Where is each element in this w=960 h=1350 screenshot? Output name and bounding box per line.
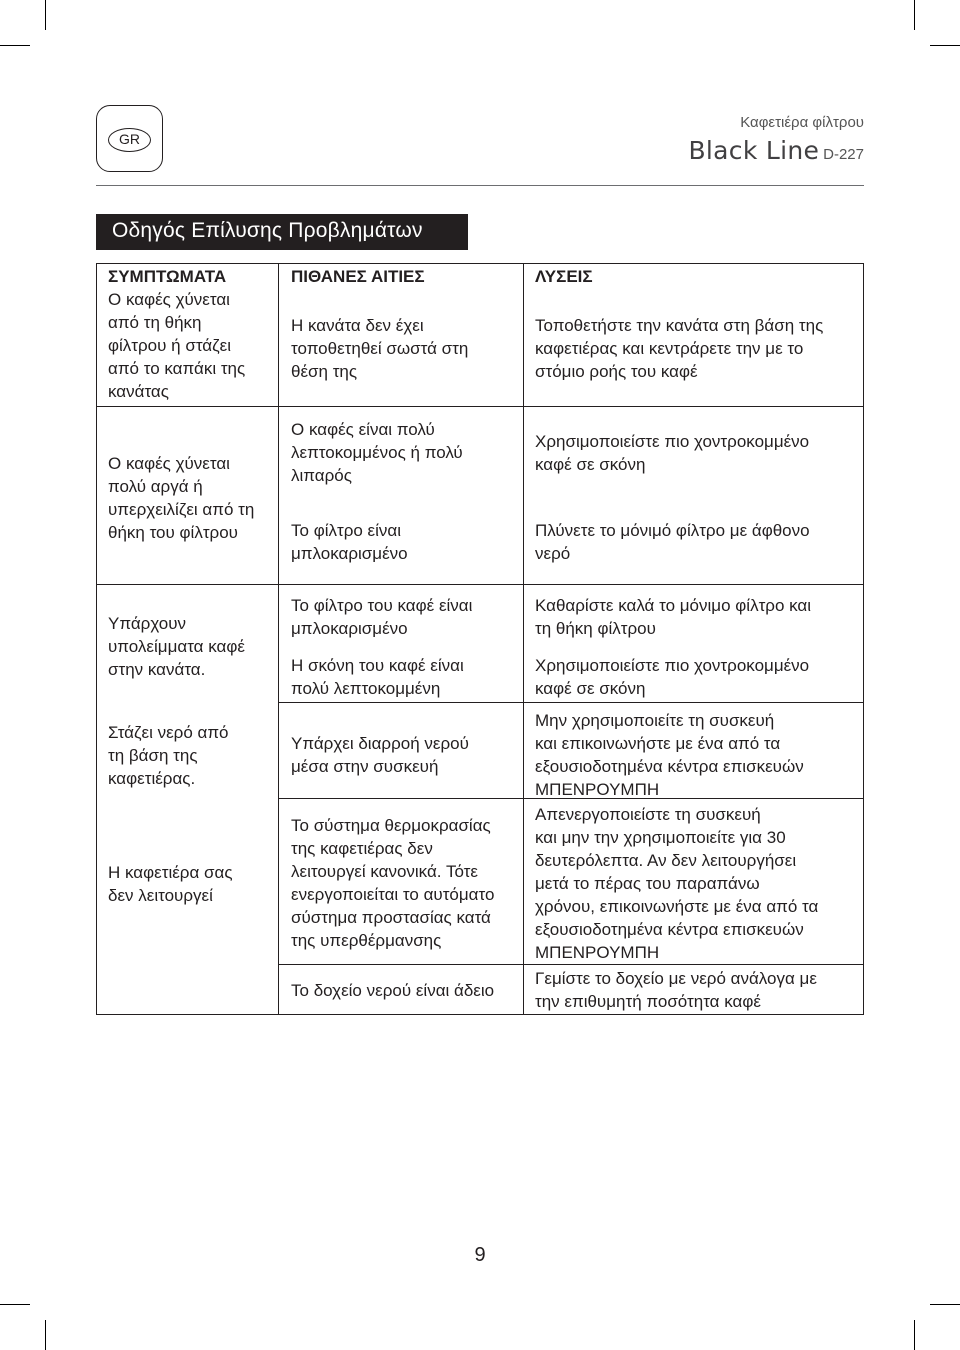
column-header-causes: ΠΙΘΑΝΕΣ ΑΙΤΙΕΣ xyxy=(291,267,425,286)
solution-line: Γεμίστε το δοχείο με νερό ανάλογα με xyxy=(535,969,817,988)
solution-line: Απενεργοποιείστε τη συσκευή xyxy=(535,805,761,824)
symptom-line: Ο καφές χύνεται xyxy=(108,454,230,473)
symptom-line: Στάζει νερό από xyxy=(108,723,229,742)
solution-line: ΜΠΕΝΡΟΥΜΠΗ xyxy=(535,943,660,962)
cause-line: Το δοχείο νερού είναι άδειο xyxy=(291,981,495,1000)
cause-line: Υπάρχει διαρροή νερού xyxy=(291,734,469,753)
page-number: 9 xyxy=(474,1244,486,1266)
cause-line: Η σκόνη του καφέ είναι xyxy=(291,656,464,675)
column-header-solutions: ΛΥΣΕΙΣ xyxy=(535,267,593,286)
cause-line: μπλοκαρισμένο xyxy=(291,544,408,563)
cause-line: ενεργοποιείται το αυτόματο xyxy=(291,885,495,904)
symptom-line: πολύ αργά ή xyxy=(108,477,203,496)
cause-line: Το φίλτρο του καφέ είναι xyxy=(291,596,473,615)
row-divider xyxy=(279,964,863,965)
column-divider xyxy=(523,264,524,1014)
brand-logo xyxy=(688,136,864,165)
cause-line: Η κανάτα δεν έχει xyxy=(291,316,424,335)
symptom-line: υπερχειλίζει από τη xyxy=(108,500,255,519)
cause-line: μέσα στην συσκευή xyxy=(291,757,439,776)
section-heading xyxy=(96,214,468,250)
language-code: GR xyxy=(108,128,151,152)
crop-mark xyxy=(914,0,915,30)
row-divider xyxy=(97,406,863,407)
symptom-line: Ο καφές χύνεται xyxy=(108,290,230,309)
solution-line: μετά το πέρας του παραπάνω xyxy=(535,874,760,893)
solution-line: στόμιο ροής του καφέ xyxy=(535,362,698,381)
cause-line: τοποθετηθεί σωστά στη xyxy=(291,339,469,358)
crop-mark xyxy=(930,45,960,46)
cause-line: λιπαρός xyxy=(291,466,352,485)
column-header-symptoms: ΣΥΜΠΤΩΜΑΤΑ xyxy=(108,267,227,286)
crop-mark xyxy=(914,1320,915,1350)
solution-line: εξουσιοδοτημένα κέντρα επισκευών xyxy=(535,920,804,939)
symptom-line: τη βάση της xyxy=(108,746,198,765)
product-title: Καφετιέρα φίλτρου xyxy=(740,114,864,131)
solution-line: εξουσιοδοτημένα κέντρα επισκευών xyxy=(535,757,804,776)
cause-line: Το φίλτρο είναι xyxy=(291,521,402,540)
crop-mark xyxy=(0,1304,30,1305)
row-divider xyxy=(279,702,863,703)
symptom-line: Υπάρχουν xyxy=(108,614,187,633)
solution-line: Τοποθετήστε την κανάτα στη βάση της xyxy=(535,316,824,335)
symptom-line: στην κανάτα. xyxy=(108,660,206,679)
crop-mark xyxy=(45,0,46,30)
row-divider xyxy=(97,584,863,585)
cause-line: της υπερθέρμανσης xyxy=(291,931,442,950)
solution-line: Χρησιμοποιείστε πιο χοντροκομμένο xyxy=(535,656,810,675)
header-divider xyxy=(96,185,864,186)
symptom-line: κανάτας xyxy=(108,382,169,401)
cause-line: λεπτοκομμένος ή πολύ xyxy=(291,443,463,462)
cause-line: μπλοκαρισμένο xyxy=(291,619,408,638)
solution-line: ΜΠΕΝΡΟΥΜΠΗ xyxy=(535,780,660,799)
symptom-line: δεν λειτουργεί xyxy=(108,886,213,905)
symptom-line: Η καφετιέρα σας xyxy=(108,863,233,882)
symptom-line: από το καπάκι της xyxy=(108,359,246,378)
crop-mark xyxy=(930,1304,960,1305)
solution-line: και επικοινωνήστε με ένα από τα xyxy=(535,734,781,753)
symptom-line: καφετιέρας. xyxy=(108,769,196,788)
crop-mark xyxy=(0,45,30,46)
solution-line: Πλύνετε το μόνιμό φίλτρο με άφθονο xyxy=(535,521,810,540)
symptom-line: θήκη του φίλτρου xyxy=(108,523,238,542)
crop-mark xyxy=(45,1320,46,1350)
symptom-line: φίλτρου ή στάζει xyxy=(108,336,231,355)
solution-line: και μην την χρησιμοποιείτε για 30 xyxy=(535,828,786,847)
solution-line: καφέ σε σκόνη xyxy=(535,455,646,474)
troubleshooting-table xyxy=(96,263,864,1015)
symptom-line: υπολείμματα καφέ xyxy=(108,637,245,656)
language-badge xyxy=(96,105,163,172)
solution-line: καφέ σε σκόνη xyxy=(535,679,646,698)
cause-line: λειτουργεί κανονικά. Τότε xyxy=(291,862,478,881)
solution-line: την επιθυμητή ποσότητα καφέ xyxy=(535,992,761,1011)
cause-line: Το σύστημα θερμοκρασίας xyxy=(291,816,491,835)
solution-line: Μην χρησιμοποιείτε τη συσκευή xyxy=(535,711,775,730)
solution-line: δευτερόλεπτα. Αν δεν λειτουργήσει xyxy=(535,851,797,870)
solution-line: Καθαρίστε καλά το μόνιμο φίλτρο και xyxy=(535,596,812,615)
cause-line: πολύ λεπτοκομμένη xyxy=(291,679,441,698)
solution-line: καφετιέρας και κεντράρετε την με το xyxy=(535,339,804,358)
column-divider xyxy=(278,264,279,1014)
brand-name: Black Line xyxy=(688,136,820,165)
solution-line: Χρησιμοποιείστε πιο χοντροκομμένο xyxy=(535,432,810,451)
solution-line: τη θήκη φίλτρου xyxy=(535,619,656,638)
symptom-line: από τη θήκη xyxy=(108,313,202,332)
model-number: D-227 xyxy=(823,146,864,163)
solution-line: χρόνου, επικοινωνήστε με ένα από τα xyxy=(535,897,819,916)
solution-line: νερό xyxy=(535,544,571,563)
cause-line: θέση της xyxy=(291,362,358,381)
section-title: Οδηγός Επίλυσης Προβλημάτων xyxy=(112,219,423,242)
cause-line: σύστημα προστασίας κατά xyxy=(291,908,491,927)
cause-line: της καφετιέρας δεν xyxy=(291,839,433,858)
cause-line: Ο καφές είναι πολύ xyxy=(291,420,435,439)
